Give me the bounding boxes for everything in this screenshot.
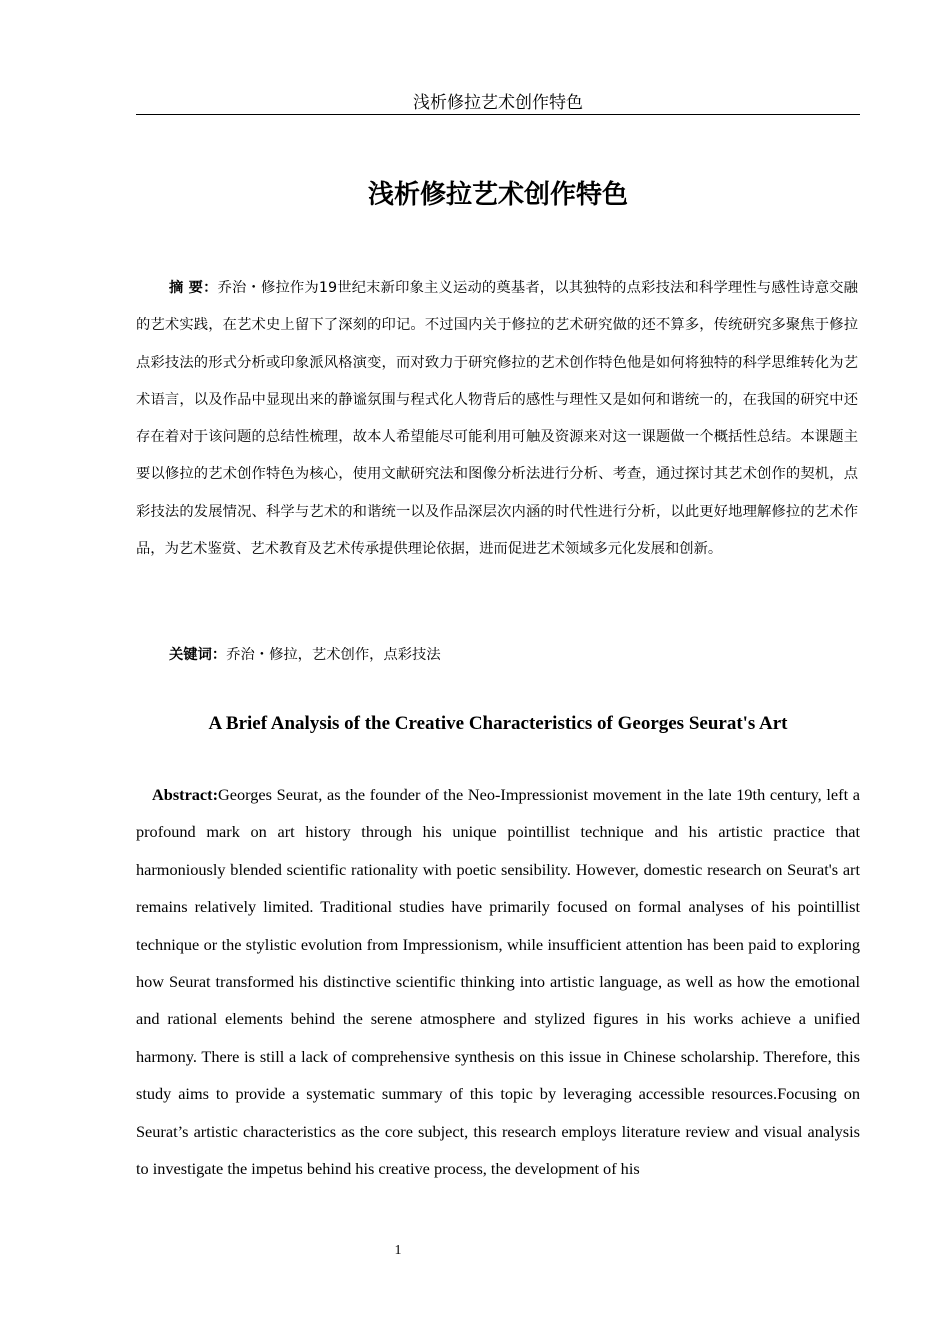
running-header: 浅析修拉艺术创作特色 xyxy=(413,93,583,113)
english-abstract-label: Abstract: xyxy=(152,785,219,804)
english-title: A Brief Analysis of the Creative Characteristics of Georges Seurat's Art xyxy=(208,713,788,734)
chinese-abstract-label: 摘 要： xyxy=(169,280,218,296)
chinese-title: 浅析修拉艺术创作特色 xyxy=(367,180,628,210)
english-abstract-text: Georges Seurat, as the founder of the Neo-Impressionist movement in the late 19th century, left a profound mark on art history through his unique pointillist technique and his artistic practice that harmoniously blended scientific rationality with poetic sensibility. However, domestic research on Seurat's art remains relatively limited. Traditional studies have primarily focused on formal analyses of his pointillist technique or the stylistic evolution from Impressionism, while insufficient attention has been paid to exploring how Seurat transformed his distinctive scientific thinking into artistic language, as well as how the emotional and rational elements behind the serene atmosphere and stylized figures in his works achieve a unified harmony. There is still a lack of comprehensive synthesis on this issue in Chinese scholarship. Therefore, this study aims to provide a systematic summary of this topic by leveraging accessible resources.Focusing on Seurat’s artistic characteristics as the core subject, this research employs literature review and visual analysis to investigate the impetus behind his creative process, the development of his xyxy=(136,785,860,1179)
header-rule xyxy=(136,114,860,115)
chinese-keywords-label: 关键词： xyxy=(169,647,227,663)
page-number: 1 xyxy=(394,1243,402,1258)
chinese-keywords-text: 乔治・修拉，艺术创作，点彩技法 xyxy=(226,647,441,663)
chinese-keywords xyxy=(169,641,441,669)
chinese-abstract-text: 乔治・修拉作为19世纪末新印象主义运动的奠基者，以其独特的点彩技法和科学理性与感性诗意交融的艺术实践，在艺术史上留下了深刻的印记。不过国内关于修拉的艺术研究做的还不算多，传统研究多聚焦于修拉点彩技法的形式分析或印象派风格演变，而对致力于研究修拉的艺术创作特色他是如何将独特的科学思维转化为艺术语言，以及作品中显现出来的静谧氛围与程式化人物背后的感性与理性又是如何和谐统一的，在我国的研究中还存在着对于该问题的总结性梳理，故本人希望能尽可能利用可触及资源来对这一课题做一个概括性总结。本课题主要以修拉的艺术创作特色为核心，使用文献研究法和图像分析法进行分析、考查，通过探讨其艺术创作的契机，点彩技法的发展情况、科学与艺术的和谐统一以及作品深层次内涵的时代性进行分析，以此更好地理解修拉的艺术作品，为艺术鉴赏、艺术教育及艺术传承提供理论依据，进而促进艺术领域多元化发展和创新。 xyxy=(136,280,858,558)
english-abstract xyxy=(136,776,860,1187)
chinese-abstract xyxy=(136,270,858,568)
